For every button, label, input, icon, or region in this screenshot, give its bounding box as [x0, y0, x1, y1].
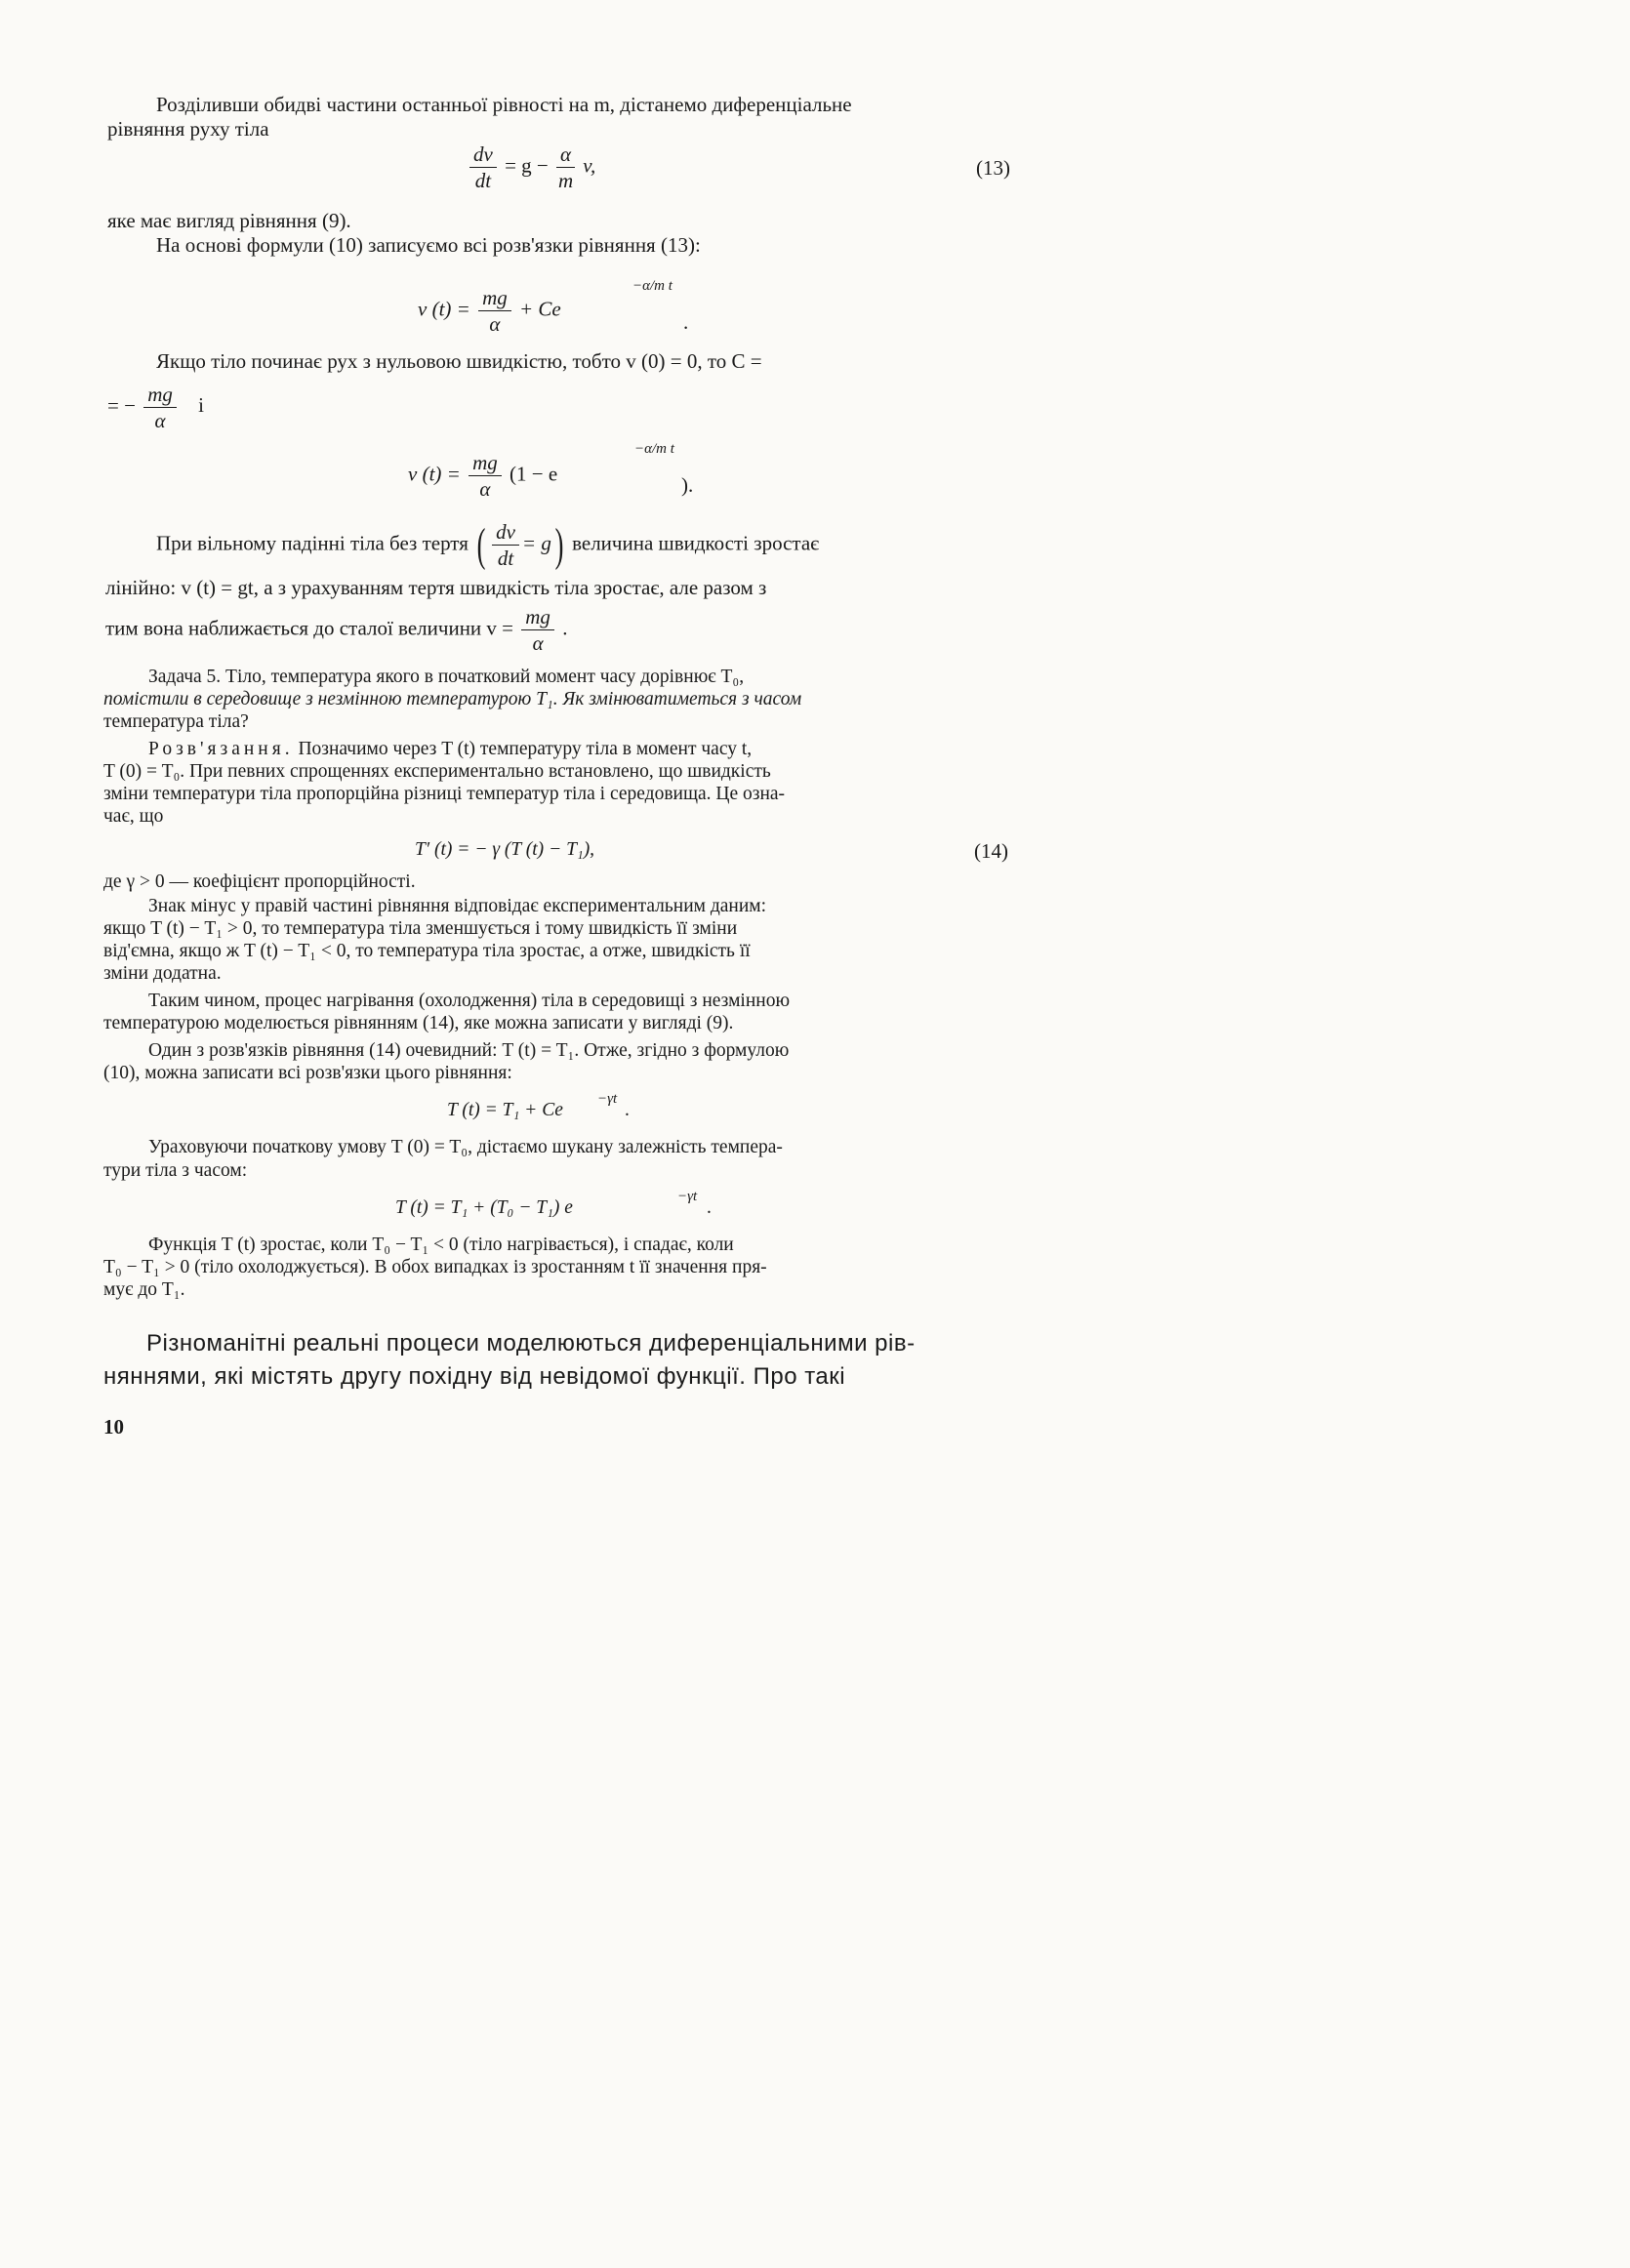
equation-particular-solution: v (t) = $\frac{mg}{\alpha}$ (1 − e	[408, 451, 558, 501]
exponent: −γt	[597, 1091, 618, 1107]
text-line: = − $\frac{mg}{\alpha}$ і	[107, 383, 204, 432]
equation-temperature-general: T (t) = T₁ + Ce	[447, 1100, 563, 1120]
text-line: температурою моделюється рівнянням (14), яке можна записати у вигляді (9).	[103, 1013, 734, 1033]
text-line: якщо T (t) − T₁ > 0, то температура тіла зменшується і тому швидкість її зміни	[103, 918, 738, 939]
equation-14: T′ (t) = − γ (T (t) − T₁),	[415, 839, 595, 860]
text-line: T₀ − T₁ > 0 (тіло охолоджується). В обох випадках із зростанням t її значення пря-	[103, 1257, 767, 1277]
equation-general-solution: v (t) = $\frac{mg}{\alpha}$ + Ce	[418, 286, 561, 336]
text-line: де γ > 0 — коефіцієнт пропорційності.	[103, 871, 416, 892]
text-line: чає, що	[103, 806, 164, 827]
punctuation: .	[625, 1100, 630, 1120]
text-line: Різноманітні реальні процеси моделюються диференціальними рів-	[146, 1330, 916, 1357]
text-line: рівняння руху тіла	[107, 117, 269, 141]
exponent: −γt	[677, 1189, 698, 1204]
text-line: Таким чином, процес нагрівання (охолодження) тіла в середовищі з незмінною	[148, 991, 791, 1011]
text-line: помістили в середовище з незмінною температурою T₁. Як змінюватиметься з часом	[103, 689, 802, 709]
text-line: Один з розв'язків рівняння (14) очевидний: T (t) = T₁. Отже, згідно з формулою	[148, 1040, 790, 1061]
text-line: Розділивши обидві частини останньої рівності на m, дістанемо диференціальне	[156, 93, 852, 116]
punctuation: .	[683, 310, 689, 334]
text-line: тим вона наближається до сталої величини v = $\frac{mg}{\alpha}$ .	[105, 605, 568, 655]
equation-temperature-particular: T (t) = T₁ + (T₀ − T₁) e	[395, 1197, 573, 1218]
text-line: Ураховуючи початкову умову T (0) = T₀, дістаємо шукану залежність темпера-	[148, 1137, 783, 1157]
text-line: Функція T (t) зростає, коли T₀ − T₁ < 0 (тіло нагрівається), і спадає, коли	[148, 1235, 734, 1255]
text-line: зміни температури тіла пропорційна різниці температур тіла і середовища. Це озна-	[103, 784, 786, 804]
text-line: тури тіла з часом:	[103, 1160, 248, 1181]
equation-number: (13)	[976, 156, 1010, 180]
text-line: Розв'язання. Позначимо через T (t) температуру тіла в момент часу t,	[148, 739, 753, 759]
text-line: зміни додатна.	[103, 963, 222, 984]
text-line: T (0) = T₀. При певних спрощеннях експериментально встановлено, що швидкість	[103, 761, 771, 782]
text-line: лінійно: v (t) = gt, а з урахуванням тертя швидкість тіла зростає, але разом з	[105, 576, 767, 599]
text-line: Знак мінус у правій частині рівняння відповідає експериментальним даним:	[148, 896, 767, 916]
text-line: від'ємна, якщо ж T (t) − T₁ < 0, то температура тіла зростає, а отже, швидкість її	[103, 941, 751, 961]
punctuation: .	[707, 1197, 712, 1218]
exponent: −α/m t	[632, 278, 672, 294]
text-line: Якщо тіло починає рух з нульовою швидкістю, тобто v (0) = 0, то C =	[156, 349, 762, 373]
page-number: 10	[103, 1415, 124, 1438]
text-line: температура тіла?	[103, 711, 249, 732]
text-line: няннями, які містять другу похідну від невідомої функції. Про такі	[103, 1363, 846, 1390]
text-line: мує до T₁.	[103, 1279, 185, 1300]
text-line: (10), можна записати всі розв'язки цього рівняння:	[103, 1063, 512, 1083]
equation-number: (14)	[974, 839, 1008, 863]
text-line: яке має вигляд рівняння (9).	[107, 209, 351, 232]
punctuation: ).	[681, 473, 694, 497]
text-line: При вільному падінні тіла без тертя ( $\frac{dv}{dt}$ = g) величина швидкості зростає	[156, 518, 820, 571]
text-line: Задача 5. Тіло, температура якого в початковий момент часу дорівнює T₀,	[148, 667, 745, 687]
exponent: −α/m t	[634, 441, 674, 457]
equation-13: $\frac{dv}{dt}$ = g − $\frac{\alpha}{m}$ v,	[467, 142, 595, 192]
text-line: На основі формули (10) записуємо всі розв'язки рівняння (13):	[156, 233, 701, 257]
